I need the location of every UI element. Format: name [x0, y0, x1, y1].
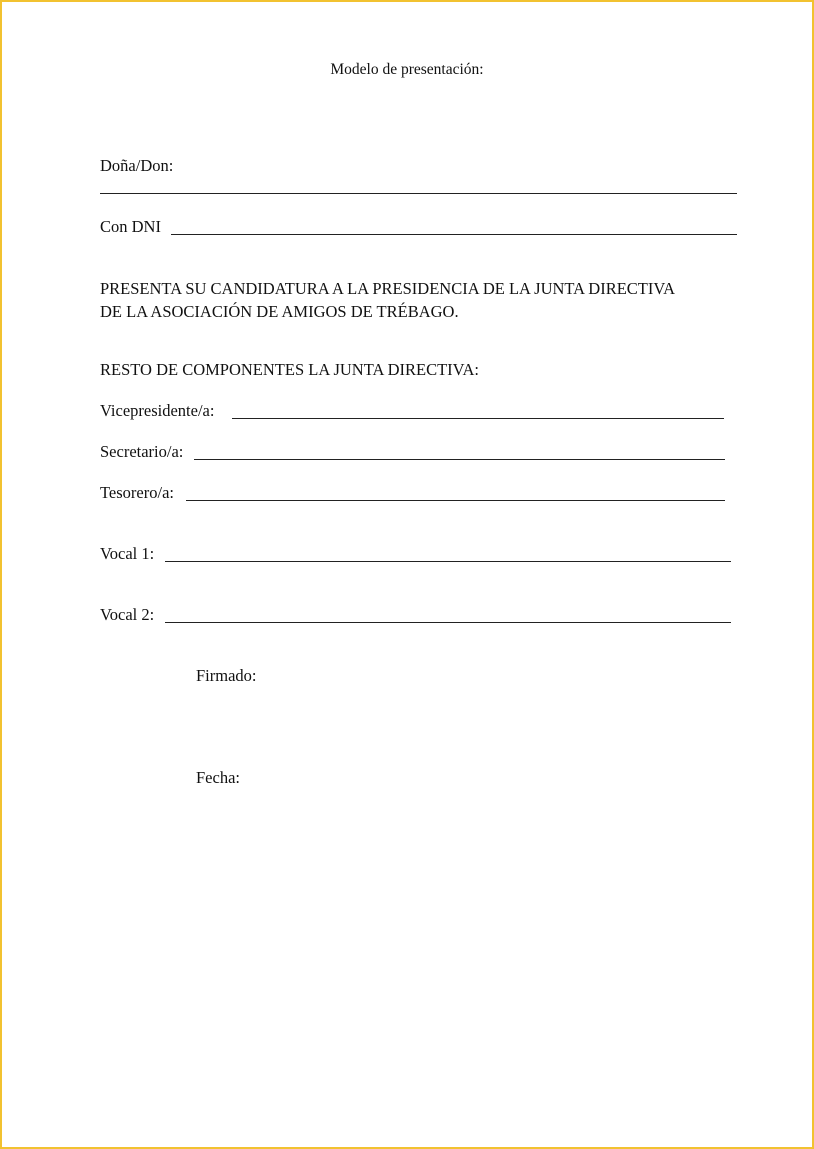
vocal-2-blank-line[interactable]: [165, 622, 731, 623]
treasurer-label: Tesorero/a:: [100, 483, 174, 502]
vocal-1-label: Vocal 1:: [100, 544, 155, 563]
dni-blank-line[interactable]: [171, 234, 737, 235]
vocal-1-blank-line[interactable]: [165, 561, 731, 562]
candidacy-statement-line-1: PRESENTA SU CANDIDATURA A LA PRESIDENCIA DE LA JUNTA DIRECTIVA: [100, 279, 676, 298]
name-label: Doña/Don:: [100, 156, 174, 175]
vicepresident-label: Vicepresidente/a:: [100, 401, 215, 420]
date-label: Fecha:: [196, 768, 240, 787]
candidacy-statement-line-2: DE LA ASOCIACIÓN DE AMIGOS DE TRÉBAGO.: [100, 302, 459, 321]
vocal-2-label: Vocal 2:: [100, 605, 155, 624]
treasurer-blank-line[interactable]: [186, 500, 725, 501]
signed-label: Firmado:: [196, 666, 257, 685]
name-blank-line[interactable]: [100, 193, 737, 194]
page-title: Modelo de presentación:: [330, 61, 484, 78]
members-heading: RESTO DE COMPONENTES LA JUNTA DIRECTIVA:: [100, 360, 479, 379]
dni-label: Con DNI: [100, 217, 161, 236]
vicepresident-blank-line[interactable]: [232, 418, 724, 419]
secretary-blank-line[interactable]: [194, 459, 725, 460]
secretary-label: Secretario/a:: [100, 442, 184, 461]
